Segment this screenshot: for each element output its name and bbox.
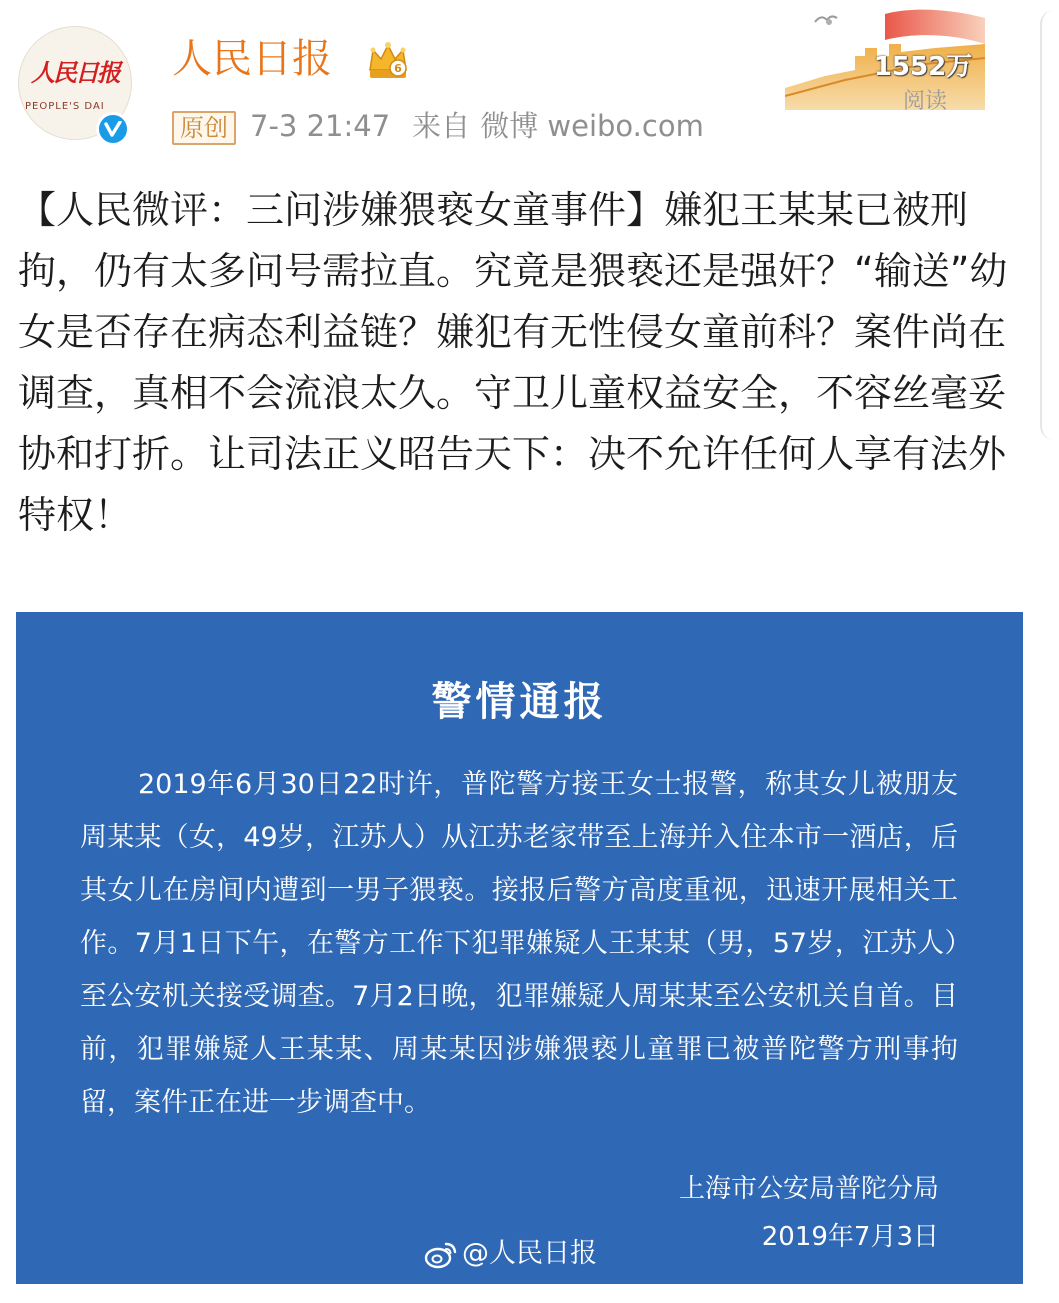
notice-watermark	[424, 1236, 597, 1272]
source-prefix: 来自	[412, 109, 471, 143]
post-text: 【人民微评：三问涉嫌猥亵女童事件】嫌犯王某某已被刑拘，仍有太多问号需拉直。究竟是猥亵还是强奸？“输送”幼女是否存在病态利益链？嫌犯有无性侵女童前科？案件尚在调查，真相不会流浪太久。守卫儿童权益安全，不容丝毫妥协和打折。让司法正义昭告天下：决不允许任何人享有法外特权！	[18, 188, 1008, 537]
original-badge: 原创	[172, 111, 236, 145]
crown-icon[interactable]	[366, 40, 410, 86]
username[interactable]: 人民日报	[172, 36, 332, 82]
notice-body: 2019年6月30日22时许，普陀警方接王女士报警，称其女儿被朋友周某某（女，49岁，江苏人）从江苏老家带至上海并入住本市一酒店，后其女儿在房间内遭到一男子猥亵。接报后警方高度重视，迅速开展相关工作。7月1日下午，在警方工作下犯罪嫌疑人王某某（男，57岁，江苏人）至公安机关接受调查。7月2日晚，犯罪嫌疑人周某某至公安机关自首。目前，犯罪嫌疑人王某某、周某某因涉嫌猥亵儿童罪已被普陀警方刑事拘留，案件正在进一步调查中。	[80, 769, 958, 1118]
post-source[interactable]: 微博 weibo.com	[480, 109, 704, 143]
police-notice-image[interactable]	[16, 612, 1023, 1284]
member-level: 6	[394, 62, 402, 75]
post-time: 7-3 21:47	[250, 109, 391, 143]
notice-issuer: 上海市公安局普陀分局	[678, 1174, 939, 1204]
avatar-logo-text: 人民日报	[31, 58, 119, 87]
reads-label: 阅读	[902, 89, 947, 114]
notice-watermark-text: @人民日报	[462, 1238, 597, 1269]
weibo-logo-icon	[424, 1241, 458, 1269]
avatar-logo-subtext: PEOPLE'S DAI	[25, 101, 105, 112]
verified-v-icon	[96, 112, 130, 146]
reads-count: 1552万	[873, 52, 973, 82]
notice-date: 2019年7月3日	[761, 1222, 939, 1252]
notice-title: 警情通报	[431, 678, 608, 725]
post-meta	[172, 104, 704, 148]
scroll-edge	[1040, 10, 1059, 440]
